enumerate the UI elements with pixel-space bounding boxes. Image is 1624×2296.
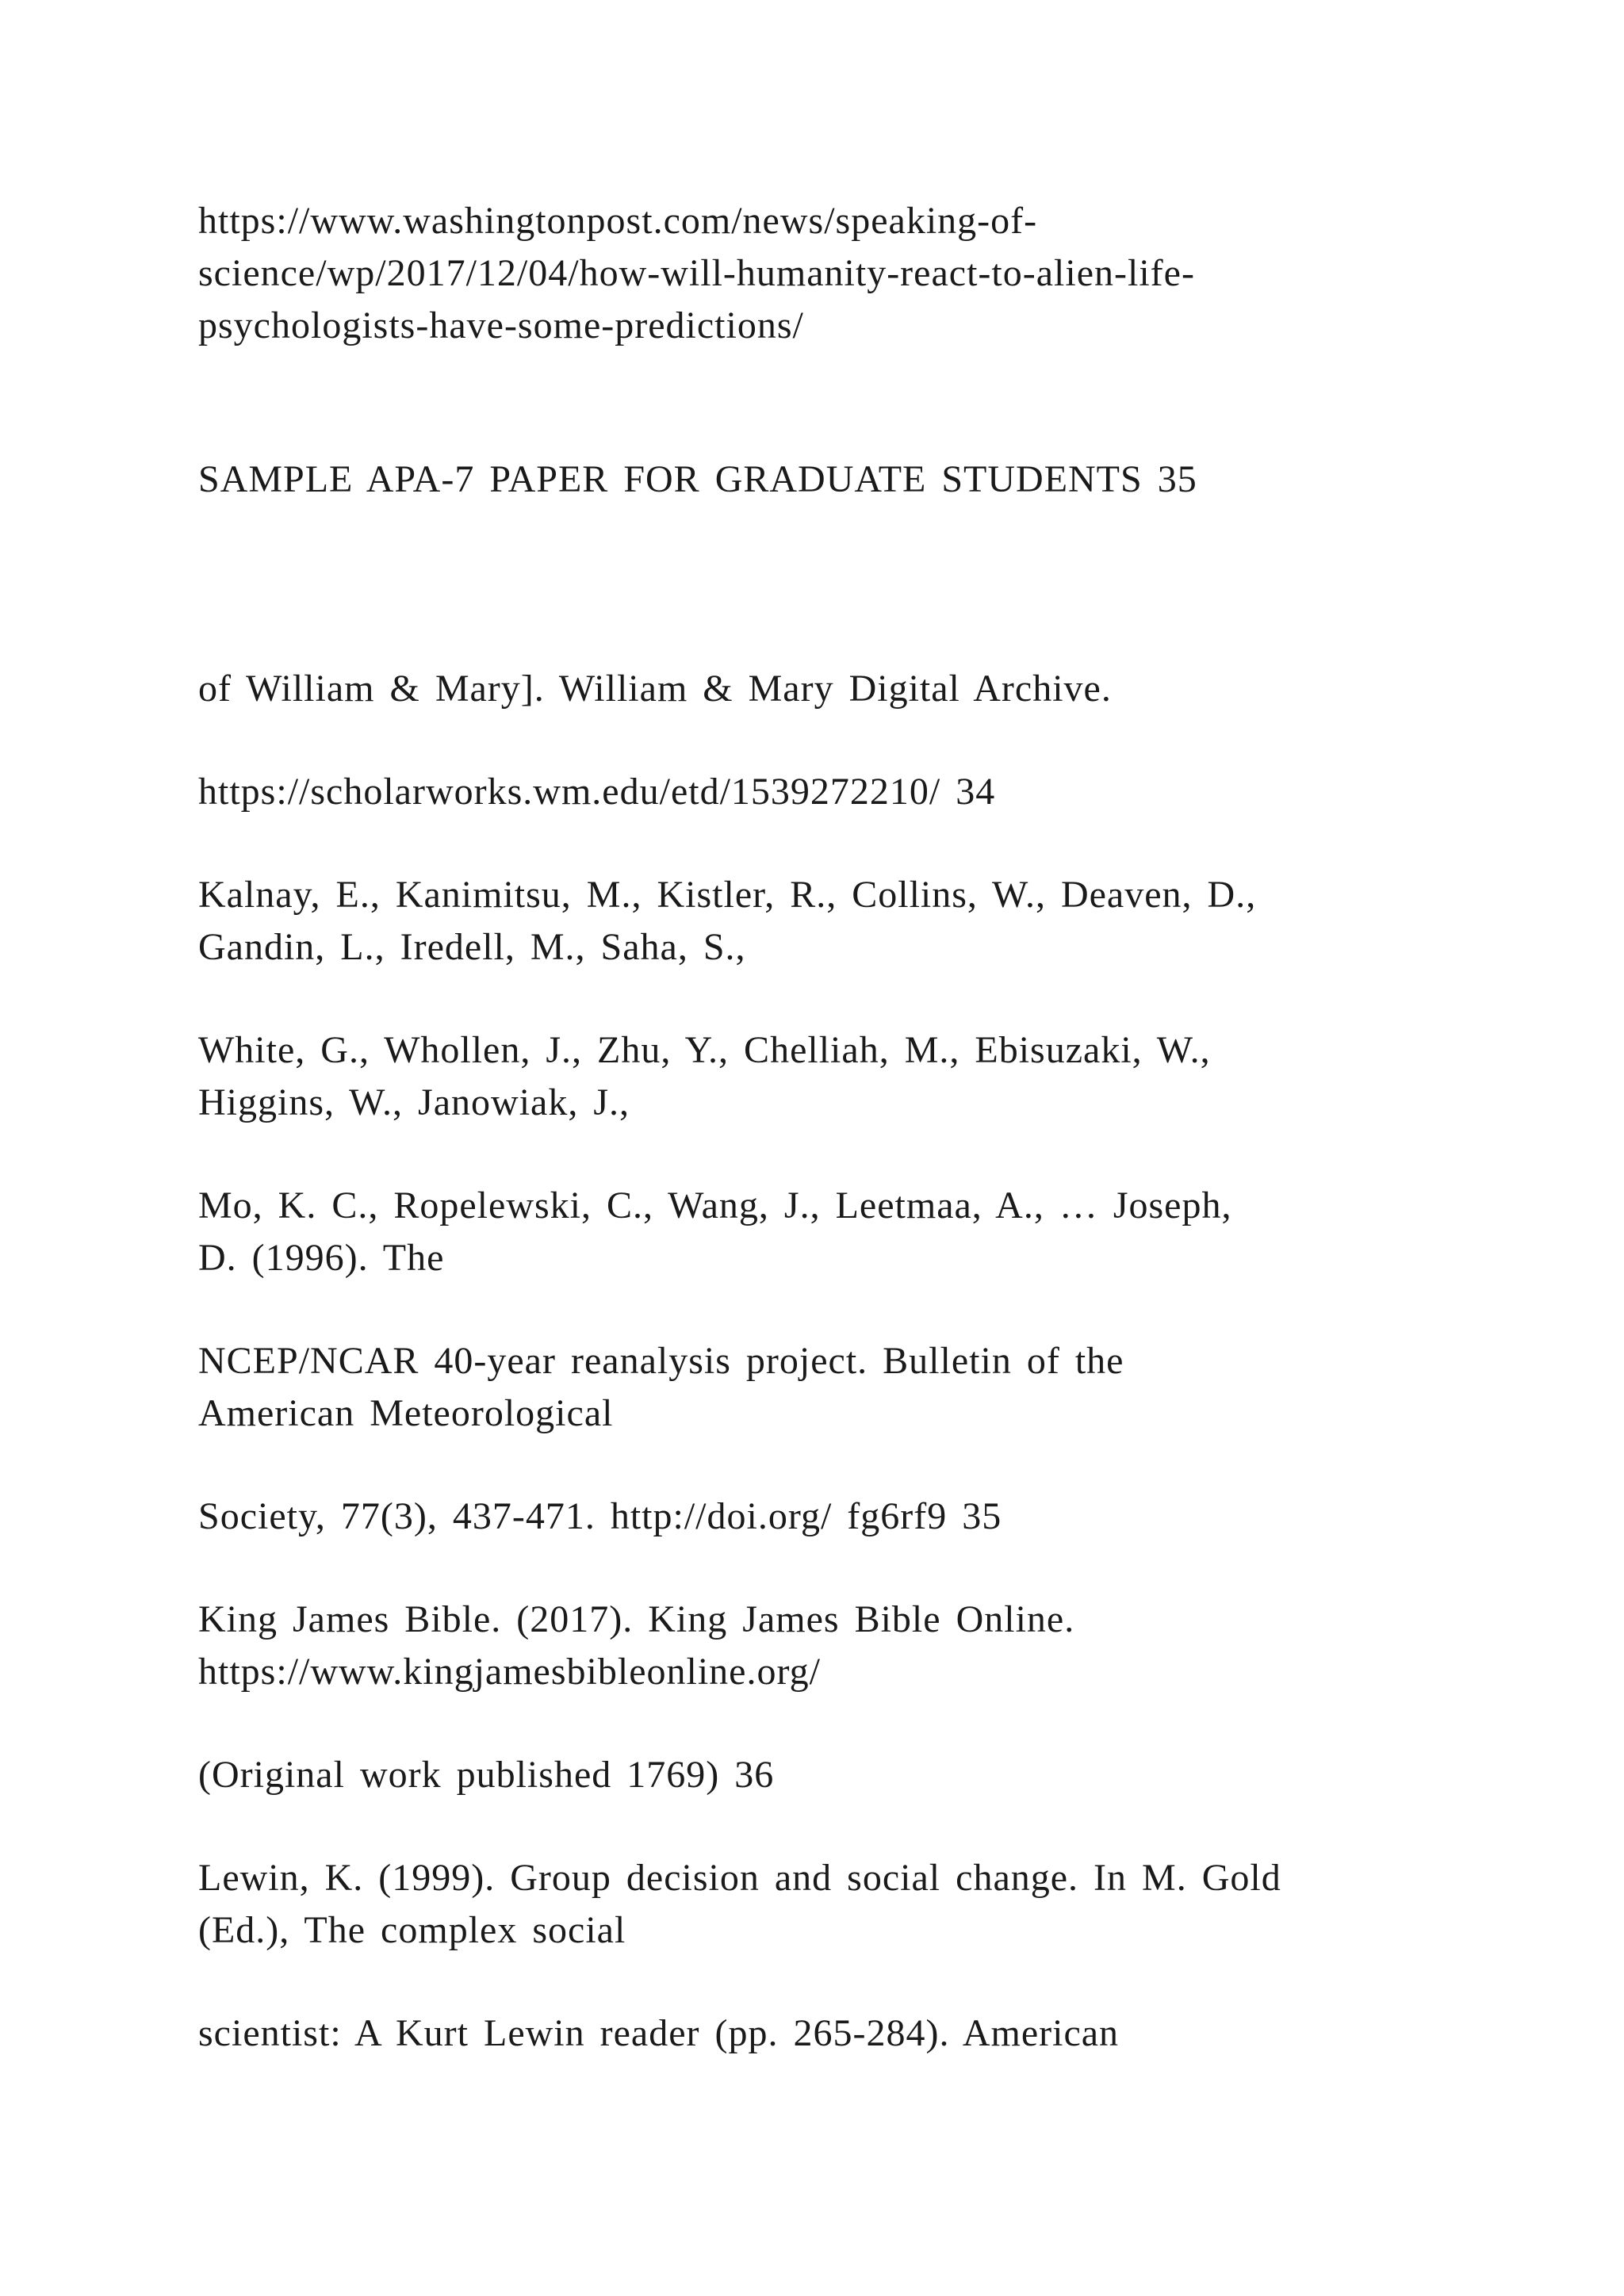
- reference-lewin-continued: scientist: A Kurt Lewin reader (pp. 265-284). American: [198, 2012, 1120, 2054]
- reference-url-washingtonpost: https://www.washingtonpost.com/news/speaking-of- science/wp/2017/12/04/how-will-humanity-react-to-alien-life- psychologists-have-some-predictions/: [198, 200, 1195, 346]
- reference-kalnay-title: NCEP/NCAR 40-year reanalysis project. Bulletin of the American Meteorological: [198, 1340, 1124, 1434]
- reference-lewin: Lewin, K. (1999). Group decision and social change. In M. Gold (Ed.), The complex social: [198, 1857, 1281, 1951]
- reference-kjb: King James Bible. (2017). King James Bible Online. https://www.kingjamesbibleonline.org/: [198, 1598, 1075, 1693]
- reference-line: of William & Mary]. William & Mary Digital Archive.: [198, 668, 1112, 710]
- reference-kjb-note: (Original work published 1769) 36: [198, 1754, 775, 1796]
- reference-kalnay-authors-1: Kalnay, E., Kanimitsu, M., Kistler, R., Collins, W., Deaven, D., Gandin, L., Iredell, M., Saha, S.,: [198, 874, 1257, 968]
- running-head: SAMPLE APA-7 PAPER FOR GRADUATE STUDENTS 35: [198, 458, 1197, 500]
- reference-kalnay-source: Society, 77(3), 437-471. http://doi.org/ fg6rf9 35: [198, 1495, 1002, 1537]
- reference-kalnay-authors-2: White, G., Whollen, J., Zhu, Y., Chelliah, M., Ebisuzaki, W., Higgins, W., Janowiak, J.,: [198, 1029, 1211, 1123]
- reference-kalnay-authors-3: Mo, K. C., Ropelewski, C., Wang, J., Leetmaa, A., … Joseph, D. (1996). The: [198, 1184, 1232, 1279]
- reference-url-scholarworks: https://scholarworks.wm.edu/etd/1539272210/ 34: [198, 771, 996, 813]
